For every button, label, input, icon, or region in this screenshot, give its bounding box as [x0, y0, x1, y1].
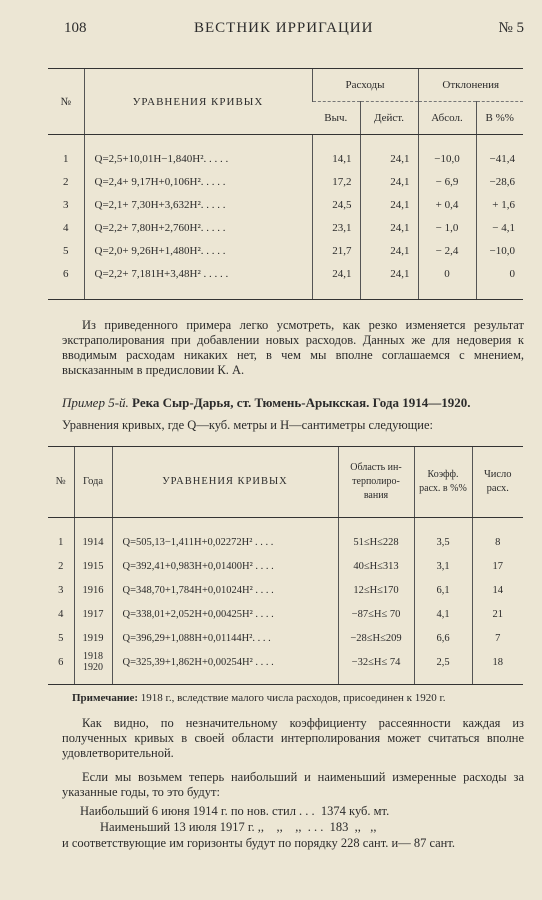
example-label: Пример 5-й. [62, 395, 129, 410]
col-header-equations: УРАВНЕНИЯ КРИВЫХ [84, 69, 312, 135]
col-header-equations: УРАВНЕНИЯ КРИВЫХ [112, 447, 338, 518]
col-header-deviations: Отклонения [418, 69, 523, 102]
table-row: 3 1916 Q=348,70+1,784H+0,01024H² . . . . 12≤H≤170 6,1 14 [48, 578, 523, 602]
col-header-calc: Выч. [312, 102, 360, 135]
paragraph-extrapolation: Из приведенного примера легко усмотреть, как резко изменяется результат экстраполирования при добавлении новых расходов. Данных же для недоверия к вводимым расходам никаких нет, в чем мы вполне соглашаемся с мнением, высказанным в предисловии К. А. [62, 318, 524, 377]
col-header-absol: Абсол. [418, 102, 476, 135]
page-header [64, 20, 524, 42]
page-number: 108 [64, 20, 87, 36]
issue-number: № 5 [498, 20, 524, 36]
line-min-discharge: Наименьший 13 июля 1917 г. ,, ,, ,, . . . 183 ,, ,, [100, 820, 377, 834]
line-max-discharge: Наибольший 6 июня 1914 г. по нов. стил . . . 1374 куб. мт. [80, 804, 390, 818]
journal-title: ВЕСТНИК ИРРИГАЦИИ [194, 20, 374, 36]
line-horizons: и соответствующие им горизонты будут по порядку 228 сант. и— 87 сант. [62, 836, 456, 850]
table-row: 6 1918 1920 Q=325,39+1,862H+0,00254H² . . . . −32≤H≤ 74 2,5 18 [48, 650, 523, 685]
col-header-coef: Коэфф. расх. в %% [414, 447, 472, 518]
col-header-area: Область ин-терполиро-вания [338, 447, 414, 518]
col-header-no: № [48, 447, 74, 518]
col-header-no: № [48, 69, 84, 135]
note-label: Примечание: [72, 692, 139, 704]
table-row: 1 1914 Q=505,13−1,411H+0,02272H² . . . . 51≤H≤228 3,5 8 [48, 518, 523, 555]
col-header-discharges: Расходы [312, 69, 418, 102]
paragraph-extremes: Если мы возьмем теперь наибольший и наименьший измеренные расходы за указанные годы, то это будут: [62, 770, 524, 799]
example-subtitle: Уравнения кривых, где Q—куб. метры и H—сантиметры следующие: [62, 418, 433, 432]
table-curve-equations [48, 446, 523, 685]
col-header-year: Года [74, 447, 112, 518]
table-row: 1 Q=2,5+10,01H−1,840H². . . . . 14,1 24,1 −10,0 −41,4 [48, 135, 523, 171]
example-heading [62, 395, 524, 411]
col-header-actual: Дейст. [360, 102, 418, 135]
example-title: Река Сыр-Дарья, ст. Тюмень-Арыкская. Года 1914—1920. [132, 395, 471, 410]
table-row: 2 Q=2,4+ 9,17H+0,106H². . . . . 17,2 24,1 − 6,9 −28,6 [48, 170, 523, 193]
col-header-percent: В %% [476, 102, 523, 135]
table-row: 4 Q=2,2+ 7,80H+2,760H². . . . . 23,1 24,1 − 1,0 − 4,1 [48, 216, 523, 239]
table-row: 6 Q=2,2+ 7,181H+3,48H² . . . . . 24,1 24,1 0 0 [48, 262, 523, 300]
note-text: 1918 г., вследствие малого числа расходов, присоединен к 1920 г. [138, 692, 446, 704]
col-header-count: Число расх. [472, 447, 523, 518]
table-note [72, 692, 524, 704]
table-discharge-deviations [48, 68, 523, 300]
table-row: 5 Q=2,0+ 9,26H+1,480H². . . . . 21,7 24,1 − 2,4 −10,0 [48, 239, 523, 262]
table-row: 5 1919 Q=396,29+1,088H+0,01144H². . . . −28≤H≤209 6,6 7 [48, 626, 523, 650]
table-row: 2 1915 Q=392,41+0,983H+0,01400H² . . . . 40≤H≤313 3,1 17 [48, 554, 523, 578]
table-row: 4 1917 Q=338,01+2,052H+0,00425H² . . . . −87≤H≤ 70 4,1 21 [48, 602, 523, 626]
table-row: 3 Q=2,1+ 7,30H+3,632H². . . . . 24,5 24,1 + 0,4 + 1,6 [48, 193, 523, 216]
paragraph-scatter: Как видно, по незначительному коэффициенту рассеянности каждая из полученных кривых в своей области интерполирования может считаться вполне удовлетворительной. [62, 716, 524, 760]
